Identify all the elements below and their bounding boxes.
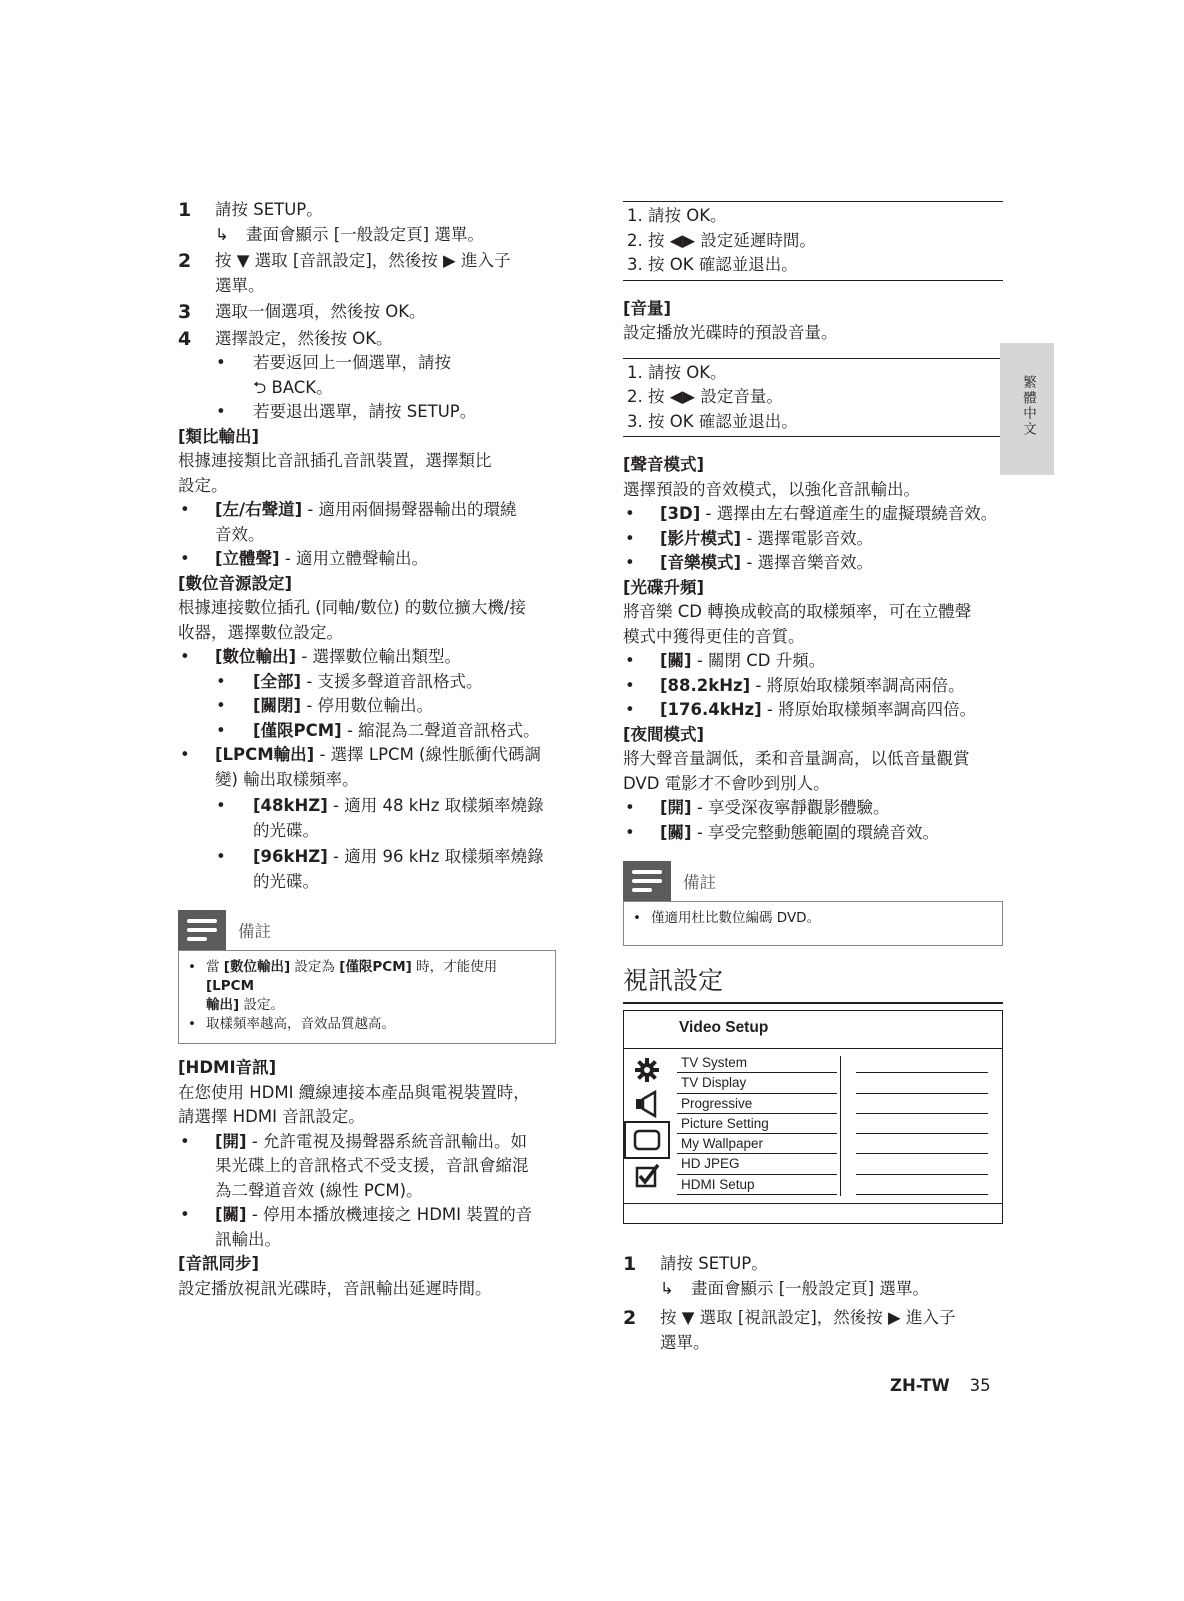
video-setup-heading: 視訊設定: [623, 964, 1003, 1004]
sync-steps-box: [623, 201, 1003, 281]
list-item: 2. 按 ◀▶ 設定音量。: [627, 387, 783, 406]
note-item: • 僅適用杜比數位編碼 DVD。: [633, 910, 821, 926]
section-desc: 根據連接數位插孔 (同軸/數位) 的數位擴大機/接: [178, 598, 526, 617]
note-box: [623, 901, 1003, 946]
list-item-cont: ⮌ BACK。: [253, 377, 333, 397]
speaker-icon[interactable]: [624, 1087, 670, 1121]
list-item: • [96kHZ] - 適用 96 kHz 取樣頻率燒錄: [216, 847, 544, 866]
section-desc: 將音樂 CD 轉換成較高的取樣頻率，可在立體聲: [623, 602, 972, 621]
list-item: • [立體聲] - 適用立體聲輸出。: [180, 549, 429, 568]
menu-item[interactable]: HD JPEG: [677, 1154, 837, 1174]
menu-icon-column: [624, 1053, 670, 1193]
list-item-cont: 訊輸出。: [215, 1229, 281, 1249]
language-tab-label: 繁體中文: [1020, 375, 1036, 437]
list-item: • [開] - 享受深夜寧靜觀影體驗。: [625, 798, 890, 817]
step-1-result: ↳ 畫面會顯示 [一般設定頁] 選單。: [623, 1277, 1003, 1302]
list-item: • [全部] - 支援多聲道音訊格式。: [216, 671, 483, 691]
left-column: [178, 198, 556, 1301]
list-item: • 若要返回上一個選單，請按: [216, 353, 451, 372]
step-text: 請按 SETUP。: [215, 200, 323, 219]
note-block: [178, 910, 556, 1044]
section-desc: 將大聲音量調低，柔和音量調高，以低音量觀賞: [623, 749, 970, 768]
section-title-night: [夜間模式]: [623, 724, 705, 744]
list-item: 1. 請按 OK。: [627, 206, 727, 225]
step-2: 2 按 ▼ 選取 [視訊設定]，然後按 ▶ 進入子: [623, 1307, 956, 1329]
note-box: [178, 950, 556, 1044]
menu-item[interactable]: My Wallpaper: [677, 1134, 837, 1154]
menu-title: Video Setup: [679, 1019, 769, 1036]
step-2-cont: 選單。: [215, 275, 265, 295]
list-item: • [影片模式] - 選擇電影音效。: [625, 528, 874, 548]
list-item-cont: 為二聲道音效 (線性 PCM)。: [215, 1180, 423, 1200]
step-1-result: ↳ 畫面會顯示 [一般設定頁] 選單。: [178, 223, 556, 248]
list-item: • [關] - 停用本播放機連接之 HDMI 裝置的音: [180, 1205, 533, 1224]
list-item-cont: 變) 輸出取樣頻率。: [215, 769, 359, 789]
section-desc: 根據連接類比音訊插孔音訊裝置，選擇類比: [178, 451, 492, 470]
page-footer: [890, 1376, 991, 1395]
section-title-upsample: [光碟升頻]: [623, 577, 705, 597]
gear-icon[interactable]: [624, 1053, 670, 1087]
list-item: 3. 按 OK 確認並退出。: [627, 411, 798, 431]
section-title-analog: [類比輸出]: [178, 426, 260, 446]
list-item: • [關閉] - 停用數位輸出。: [216, 696, 434, 715]
list-item: • [關] - 關閉 CD 升頻。: [625, 651, 826, 670]
list-item: • [僅限PCM] - 縮混為二聲道音訊格式。: [216, 720, 540, 740]
menu-item-list: [677, 1053, 837, 1195]
list-item: • [88.2kHz] - 將原始取樣頻率調高兩倍。: [625, 675, 965, 695]
list-item: 1. 請按 OK。: [627, 362, 727, 382]
list-item: • [LPCM輸出] - 選擇 LPCM (線性脈衝代碼調: [180, 745, 541, 764]
section-title-sound-mode: [聲音模式]: [623, 455, 705, 474]
volume-steps-box: [623, 358, 1003, 438]
list-item: • [176.4kHz] - 將原始取樣頻率調高四倍。: [625, 700, 977, 719]
section-desc: 模式中獲得更佳的音質。: [623, 626, 805, 646]
note-label: 備註: [683, 873, 716, 892]
section-desc: DVD 電影才不會吵到別人。: [623, 773, 830, 793]
note-block: [623, 861, 1003, 946]
section-desc: 設定播放視訊光碟時，音訊輸出延遲時間。: [178, 1278, 492, 1298]
list-item: 2. 按 ◀▶ 設定延遲時間。: [627, 230, 816, 250]
list-item: • [關] - 享受完整動態範圍的環繞音效。: [625, 822, 940, 842]
menu-value-column: [856, 1053, 988, 1195]
list-item: • [48kHZ] - 適用 48 kHz 取樣頻率燒錄: [216, 796, 544, 815]
list-item-cont: 的光碟。: [253, 871, 319, 891]
section-title-hdmi: [HDMI音訊]: [178, 1058, 277, 1077]
step-3: 3 選取一個選項，然後按 OK。: [178, 301, 426, 323]
result-arrow-icon: ↳: [660, 1278, 674, 1298]
section-desc: 請選擇 HDMI 音訊設定。: [178, 1107, 365, 1126]
section-desc: 在您使用 HDMI 纜線連接本產品與電視裝置時，: [178, 1082, 530, 1102]
section-desc: 設定。: [178, 475, 228, 495]
step-2: 2 按 ▼ 選取 [音訊設定]，然後按 ▶ 進入子: [178, 250, 511, 272]
note-label: 備註: [238, 922, 271, 941]
note-item: • 取樣頻率越高，音效品質越高。: [188, 1016, 395, 1032]
language-tab: [1000, 343, 1054, 475]
list-item-cont: 的光碟。: [253, 820, 319, 840]
step-1: 1 請按 SETUP。: [178, 199, 323, 221]
checkbox-icon[interactable]: [624, 1159, 670, 1193]
list-item: • [開] - 允許電視及揚聲器系統音訊輸出。如: [180, 1131, 528, 1151]
section-desc: 收器，選擇數位設定。: [178, 622, 343, 642]
list-item: • [數位輸出] - 選擇數位輸出類型。: [180, 647, 462, 666]
right-column: [623, 198, 1003, 1355]
list-item: • [左/右聲道] - 適用兩個揚聲器輸出的環繞: [180, 500, 517, 519]
video-screen-icon[interactable]: [624, 1121, 670, 1159]
list-item: • [3D] - 選擇由左右聲道產生的虛擬環繞音效。: [625, 504, 998, 523]
menu-item[interactable]: Picture Setting: [677, 1114, 837, 1134]
note-icon: [178, 910, 226, 950]
menu-item[interactable]: HDMI Setup: [677, 1175, 837, 1195]
section-title-sync: [音訊同步]: [178, 1254, 260, 1273]
video-setup-menu: [623, 1010, 1003, 1224]
step-1: 1 請按 SETUP。: [623, 1253, 768, 1275]
step-4: 4 選擇設定，然後按 OK。: [178, 327, 393, 350]
section-title-volume: [音量]: [623, 298, 672, 318]
note-item: • 當 [數位輸出] 設定為 [僅限PCM] 時，才能使用 [LPCM 輸出] 設定。: [188, 959, 498, 1013]
menu-item[interactable]: TV System: [677, 1053, 837, 1073]
list-item-cont: 音效。: [215, 524, 265, 544]
section-desc: 選擇預設的音效模式，以強化音訊輸出。: [623, 479, 920, 499]
menu-item[interactable]: Progressive: [677, 1094, 837, 1114]
note-icon: [623, 861, 671, 901]
list-item: • 若要退出選單，請按 SETUP。: [216, 402, 477, 421]
list-item: 3. 按 OK 確認並退出。: [627, 255, 798, 274]
section-title-digital: [數位音源設定]: [178, 573, 293, 593]
list-item: • [音樂模式] - 選擇音樂音效。: [625, 553, 874, 572]
page-number: 35: [969, 1376, 991, 1395]
footer-language: ZH-TW: [890, 1376, 950, 1395]
step-2-cont: 選單。: [660, 1332, 710, 1352]
result-arrow-icon: ↳: [215, 224, 229, 244]
menu-item[interactable]: TV Display: [677, 1073, 837, 1093]
section-desc: 設定播放光碟時的預設音量。: [623, 323, 838, 342]
list-item-cont: 果光碟上的音訊格式不受支援，音訊會縮混: [215, 1156, 529, 1175]
